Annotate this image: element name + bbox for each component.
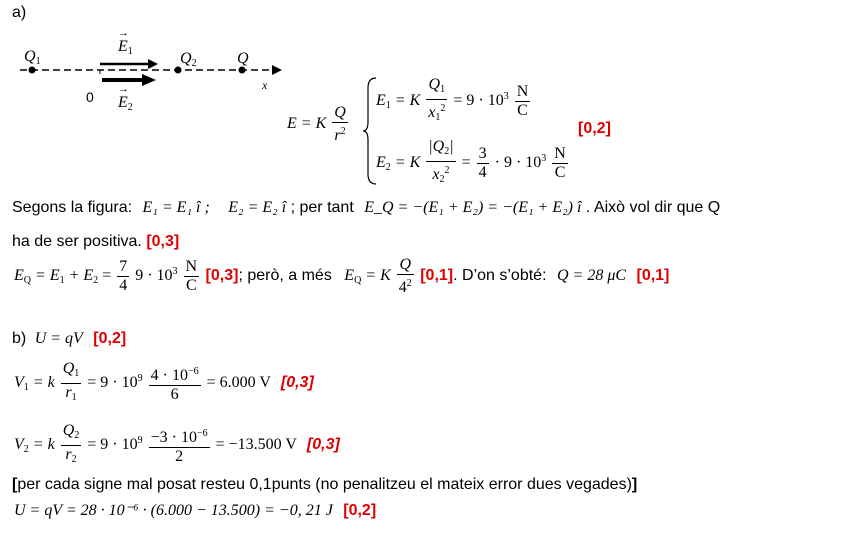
field-diagram — [10, 30, 290, 125]
x-axis-label: x — [262, 78, 268, 92]
score-a1: [0,2] — [578, 120, 611, 137]
part-a-label: a) — [12, 4, 27, 21]
grading-note: [per cada signe mal posat resteu 0,1punts (no penalitzeu el mateix error dues vegades)] — [12, 476, 638, 493]
e2-label: → $E_2$ — [118, 94, 133, 113]
x-axis-arrowhead — [272, 65, 282, 75]
charge-q1-dot — [29, 67, 36, 74]
e1-arrowhead — [148, 59, 158, 69]
eq-v1: $V_1 = k$ $\frac{Q_1}{r_1}$ = $9 \cdot 10^9$ $\frac{4 \cdot 10^{-6}}{6}$ = 6.000 V [0,3] — [14, 360, 314, 403]
eq-e2: $E_2 = K$ $\frac{|Q_2|}{x_2^2}$ = $\frac{3}{4}$ · $9 \cdot 10^3$ $\frac{N}{C}$ — [376, 138, 566, 185]
q2-label: $Q_2$ — [180, 50, 197, 69]
eq-e1: $E_1 = K$ $\frac{Q_1}{x_1^2}$ = $9 \cdot 10^3$ $\frac{N}{C}$ — [376, 76, 529, 123]
line-segons: Segons la figura: E₁ = E₁ î ; E₂ = E₂ î ; per tant E_Q = −(E₁ + E₂) = −(E₁ + E₂) î . Això vol dir que Q — [12, 199, 721, 216]
line-eq-result: $E_Q = E_1 + E_2$ = $\frac{7}{4}$ $9 \cdot 10^3$ $\frac{N}{C}$ [0,3]; però, a més $E_Q = K$ $\frac{Q}{4^2}$ [0,1]. D’on s’obté: Q = 28 μC [0,1] — [14, 256, 670, 296]
origin-label: 0 — [86, 89, 94, 105]
eq-general: E = K $\frac{Q}{r^2}$ — [287, 104, 346, 144]
line-positiva: ha de ser positiva. [0,3] — [12, 233, 180, 250]
q1-label: $Q_1$ — [24, 48, 41, 67]
e1-label: → $E_1$ — [118, 38, 133, 57]
e2-arrowhead — [142, 74, 156, 86]
final-eq-line: U = qV = 28 · 10⁻⁶ · (6.000 − 13.500) = −0, 21 J [0,2] — [14, 502, 377, 519]
line-part-b: b) U = qV [0,2] — [12, 330, 127, 347]
eq-v2: $V_2 = k$ $\frac{Q_2}{r_2}$ = $9 \cdot 10^9$ $\frac{-3 \cdot 10^{-6}}{2}$ = −13.500 V [0,3] — [14, 422, 340, 465]
q-label: Q — [237, 50, 249, 67]
